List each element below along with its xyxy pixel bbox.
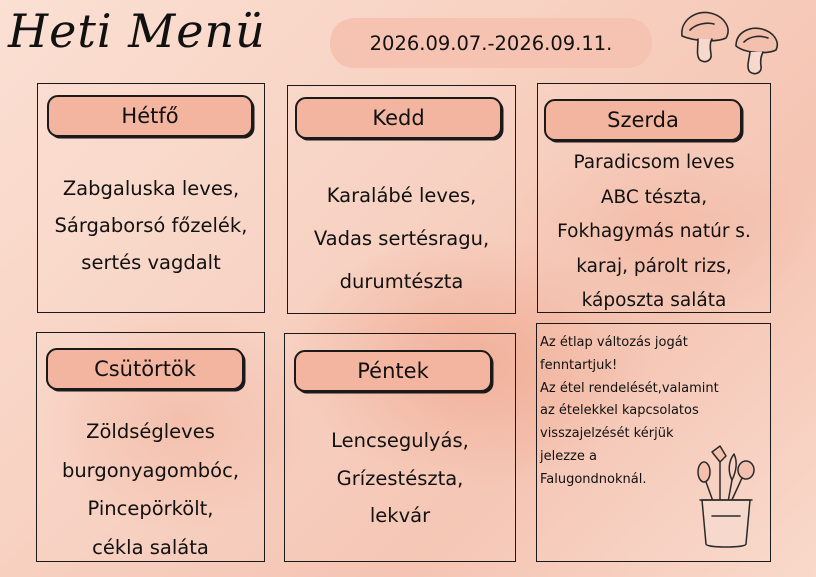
- dish-item: káposzta saláta: [581, 290, 727, 311]
- dish-list: [288, 174, 515, 303]
- dish-item: cékla saláta: [92, 535, 209, 559]
- notice-line: visszajelzését kérjük: [540, 426, 674, 442]
- dish-item: karaj, párolt rizs,: [576, 255, 732, 277]
- menu-card-tuesday: [287, 85, 516, 314]
- dish-item: Zabgaluska leves,: [62, 177, 240, 200]
- dish-item: ABC tészta,: [600, 186, 708, 208]
- date-range-badge: 2026.09.07.-2026.09.11.: [330, 18, 652, 68]
- notice-line: fenntartjuk!: [540, 357, 618, 373]
- day-label-tuesday: [295, 97, 502, 139]
- notice-line: Falugondnoknál.: [540, 471, 647, 487]
- day-label-friday: [294, 350, 492, 392]
- dish-item: burgonyagombóc,: [61, 458, 240, 482]
- mushrooms-icon: [676, 8, 788, 80]
- notice-line: jelezze a: [540, 448, 597, 464]
- day-label-wednesday: [544, 99, 742, 141]
- dish-item: Fokhagymás natúr s.: [557, 221, 751, 242]
- dish-list: [285, 422, 515, 535]
- dish-list: [538, 146, 770, 319]
- dish-list: [37, 413, 264, 567]
- day-name: Péntek: [357, 359, 429, 383]
- notice-line: Az étlap változás jogát: [540, 335, 688, 350]
- kitchen-utensils-jar-icon: [690, 440, 762, 552]
- day-name: Kedd: [372, 106, 425, 130]
- day-label-monday: [47, 95, 253, 137]
- menu-card-thursday: [36, 332, 265, 562]
- notice-line: az ételekkel kapcsolatos: [540, 403, 699, 419]
- dish-item: sertés vagdalt: [81, 251, 221, 274]
- page-title: Heti Menü: [8, 4, 266, 58]
- menu-card-monday: [37, 83, 265, 313]
- dish-item: Zöldségleves: [86, 420, 215, 443]
- dish-item: Lencsegulyás,: [331, 429, 469, 452]
- menu-card-wednesday: [537, 83, 771, 313]
- day-name: Hétfő: [121, 104, 179, 128]
- dish-item: Karalábé leves,: [326, 184, 477, 207]
- day-name: Csütörtök: [94, 357, 196, 381]
- dish-item: Paradicsom leves: [573, 152, 735, 173]
- day-name: Szerda: [607, 108, 679, 132]
- dish-item: Sárgaborsó főzelék,: [54, 214, 248, 237]
- dish-item: durumtészta: [339, 270, 464, 293]
- dish-list: [38, 170, 264, 281]
- dish-item: Vadas sertésragu,: [313, 227, 490, 250]
- dish-item: Grízestészta,: [336, 466, 464, 490]
- menu-card-friday: [284, 333, 516, 562]
- dish-item: lekvár: [369, 504, 431, 527]
- notice-line: Az étel rendelését,valamint: [540, 380, 719, 396]
- dish-item: Pincepörkölt,: [87, 497, 214, 520]
- day-label-thursday: [46, 348, 244, 390]
